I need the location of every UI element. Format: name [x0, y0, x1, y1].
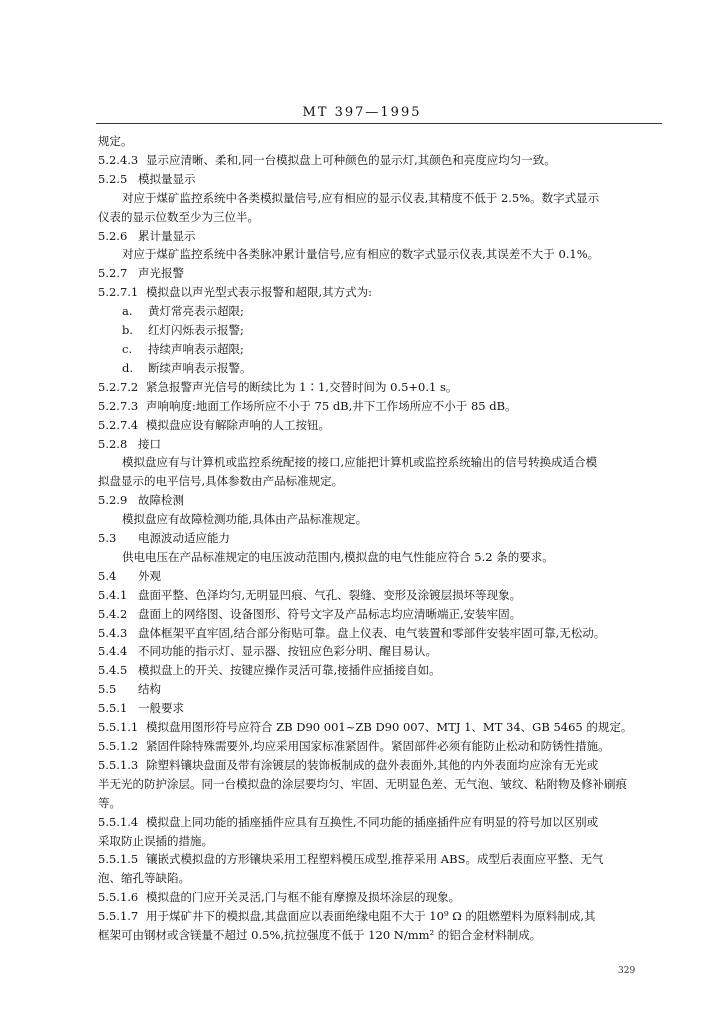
- clause-number: 5.5.1.2: [98, 739, 139, 753]
- clause-number: 5.4.2: [98, 606, 128, 621]
- clause-number: 5.2.4.3: [98, 152, 139, 167]
- clause-text: 紧固件除特殊需要外,均应采用国家标准紧固件。紧固部件必须有能防止松动和防锈性措施。: [146, 739, 610, 753]
- list-text: 黄灯常亮表示超限;: [148, 304, 244, 319]
- clause-line: [98, 680, 660, 699]
- clause-number: 5.2.7.4: [98, 417, 139, 432]
- clause-line: [98, 378, 660, 397]
- clause-number: 5.4.3: [98, 625, 128, 640]
- text-line: 泡、缩孔等缺陷。: [98, 871, 190, 886]
- clause-number: 5.2.9: [98, 493, 128, 508]
- clause-line: [98, 529, 660, 548]
- clause-line: [98, 642, 660, 661]
- text-line: 框架可由钢材或含镁量不超过 0.5%,抗拉强度不低于 120 N/mm² 的铝合金材料制成。: [98, 928, 542, 943]
- clause-line: [98, 283, 660, 302]
- clause-text: 盘面平整、色泽均匀,无明显凹痕、气孔、裂缝、变形及涂镀层损坏等现象。: [138, 587, 522, 602]
- clause-number: 5.2.7: [98, 266, 128, 281]
- clause-text: 故障检测: [138, 493, 184, 508]
- paragraph-line: 模拟盘应有与计算机或监控系统配接的接口,应能把计算机或监控系统输出的信号转换成适合模: [122, 455, 598, 470]
- clause-line: [98, 624, 660, 643]
- clause-number: 5.5.1.6: [98, 890, 139, 905]
- clause-number: 5.4: [98, 568, 117, 583]
- clause-line: [98, 813, 660, 832]
- clause-number: 5.2.8: [98, 436, 128, 451]
- list-item: [98, 302, 660, 321]
- clause-line: [98, 397, 660, 416]
- clause-text: 声响响度:地面工作场所应不小于 75 dB,井下工作场所应不小于 85 dB。: [146, 398, 517, 413]
- clause-text: 镶嵌式模拟盘的方形镶块采用工程塑料模压成型,推荐采用 ABS。成型后表面应平整、无气: [146, 852, 604, 867]
- clause-number: 5.3: [98, 531, 117, 546]
- clause-number: 5.5.1.1: [98, 720, 139, 735]
- clause-line: [98, 718, 660, 737]
- clause-text: 累计量显示: [138, 228, 196, 243]
- clause-text: 外观: [138, 568, 161, 583]
- list-text: 红灯闪烁表示报警;: [148, 323, 244, 338]
- text-line: 规定。: [98, 134, 133, 148]
- clause-text: 模拟盘上的开关、按键应操作灵活可靠,接插件应插接自如。: [138, 663, 441, 678]
- clause-number: 5.2.6: [98, 228, 128, 243]
- list-item: [98, 359, 660, 378]
- clause-text: 除塑料镶块盘面及带有涂镀层的装饰板制成的盘外表面外,其他的内外表面均应涂有无光或: [146, 757, 599, 772]
- clause-line: [98, 850, 660, 869]
- clause-number: 5.4.5: [98, 663, 128, 678]
- clause-line: [98, 756, 660, 775]
- clause-line: [98, 661, 660, 680]
- clause-text: 模拟盘应设有解除声响的人工按钮。: [146, 417, 330, 432]
- document-body: [98, 132, 660, 945]
- clause-text: 结构: [138, 682, 161, 697]
- clause-line: [98, 227, 660, 246]
- clause-text: 声光报警: [138, 266, 184, 281]
- text-line: 拟盘显示的电平信号,具体参数由产品标准规定。: [98, 474, 344, 489]
- clause-line: [98, 170, 660, 189]
- clause-line: [98, 491, 660, 510]
- clause-text: 接口: [138, 436, 161, 451]
- clause-number: 5.5: [98, 682, 117, 697]
- clause-number: 5.5.1.5: [98, 852, 139, 867]
- clause-line: [98, 264, 660, 283]
- clause-text: 模拟量显示: [138, 171, 196, 186]
- clause-text: 模拟盘的门应开关灵活,门与框不能有摩擦及损坏涂层的现象。: [146, 890, 461, 905]
- list-item: [98, 340, 660, 359]
- text-line: 采取防止误插的措施。: [98, 833, 213, 848]
- clause-text: 用于煤矿井下的模拟盘,其盘面应以表面绝缘电阻不大于 10⁹ Ω 的阻燃塑料为原料制成,其: [146, 909, 596, 924]
- clause-number: 5.5.1: [98, 701, 128, 716]
- paragraph-line: 对应于煤矿监控系统中各类模拟量信号,应有相应的显示仪表,其精度不低于 2.5%。数字式显示: [122, 190, 600, 205]
- clause-number: 5.5.1.4: [98, 814, 139, 829]
- clause-number: 5.5.1.3: [98, 757, 139, 772]
- paragraph-line: 模拟盘应有故障检测功能,具体由产品标准规定。: [122, 512, 368, 527]
- clause-number: 5.4.1: [98, 587, 128, 602]
- clause-line: [98, 567, 660, 586]
- clause-line: [98, 586, 660, 605]
- text-line: 半无光的防护涂层。同一台模拟盘的涂层要均匀、牢固、无明显色差、无气泡、皱纹、粘附物及修补刷痕: [98, 776, 627, 791]
- clause-line: [98, 435, 660, 454]
- clause-number: 5.2.7.2: [98, 379, 139, 394]
- page-number: 329: [618, 966, 636, 976]
- clause-line: [98, 737, 660, 756]
- list-marker: a.: [122, 304, 133, 319]
- clause-text: 一般要求: [138, 701, 184, 716]
- clause-line: [98, 888, 660, 907]
- paragraph-line: 对应于煤矿监控系统中各类脉冲累计量信号,应有相应的数字式显示仪表,其误差不大于 0.1%。: [122, 247, 600, 262]
- clause-line: [98, 605, 660, 624]
- list-marker: c.: [122, 341, 133, 356]
- clause-line: [98, 699, 660, 718]
- clause-text: 模拟盘用图形符号应符合 ZB D90 001~ZB D90 007、MTJ 1、MT 34、GB 5465 的规定。: [146, 720, 633, 735]
- list-marker: b.: [122, 323, 134, 338]
- clause-text: 紧急报警声光信号的断续比为 1∶1,交替时间为 0.5+0.1 s。: [146, 379, 458, 394]
- list-text: 持续声响表示超限;: [148, 341, 244, 356]
- clause-text: 模拟盘上同功能的插座插件应具有互换性,不同功能的插座插件应有明显的符号加以区别或: [146, 814, 599, 829]
- clause-line: [98, 907, 660, 926]
- clause-text: 电源波动适应能力: [138, 531, 230, 546]
- list-marker: d.: [122, 360, 134, 375]
- clause-number: 5.2.5: [98, 171, 128, 186]
- clause-number: 5.5.1.7: [98, 909, 139, 924]
- clause-line: [98, 151, 660, 170]
- list-text: 断续声响表示报警。: [148, 360, 252, 375]
- clause-text: 模拟盘以声光型式表示报警和超限,其方式为:: [146, 285, 373, 300]
- clause-text: 显示应清晰、柔和,同一台模拟盘上可种颜色的显示灯,其颜色和亮度应均匀一致。: [146, 152, 556, 167]
- clause-text: 不同功能的指示灯、显示器、按钮应色彩分明、醒目易认。: [138, 644, 437, 659]
- clause-text: 盘体框架平直牢固,结合部分衔贴可靠。盘上仪表、电气装置和零部件安装牢固可靠,无松动。: [138, 625, 606, 640]
- text-line: 仪表的显示位数至少为三位半。: [98, 209, 259, 224]
- header-rule: [96, 123, 662, 124]
- clause-number: 5.2.7.3: [98, 398, 139, 413]
- text-line: 等。: [98, 795, 121, 810]
- clause-text: 盘面上的网络图、设备图形、符号文字及产品标志均应清晰端正,安装牢固。: [138, 606, 522, 621]
- list-item: [98, 321, 660, 340]
- clause-line: [98, 416, 660, 435]
- page-header: MT 397—1995: [302, 105, 422, 120]
- clause-number: 5.2.7.1: [98, 285, 139, 300]
- clause-number: 5.4.4: [98, 644, 128, 659]
- paragraph-line: 供电电压在产品标准规定的电压波动范围内,模拟盘的电气性能应符合 5.2 条的要求。: [122, 549, 554, 564]
